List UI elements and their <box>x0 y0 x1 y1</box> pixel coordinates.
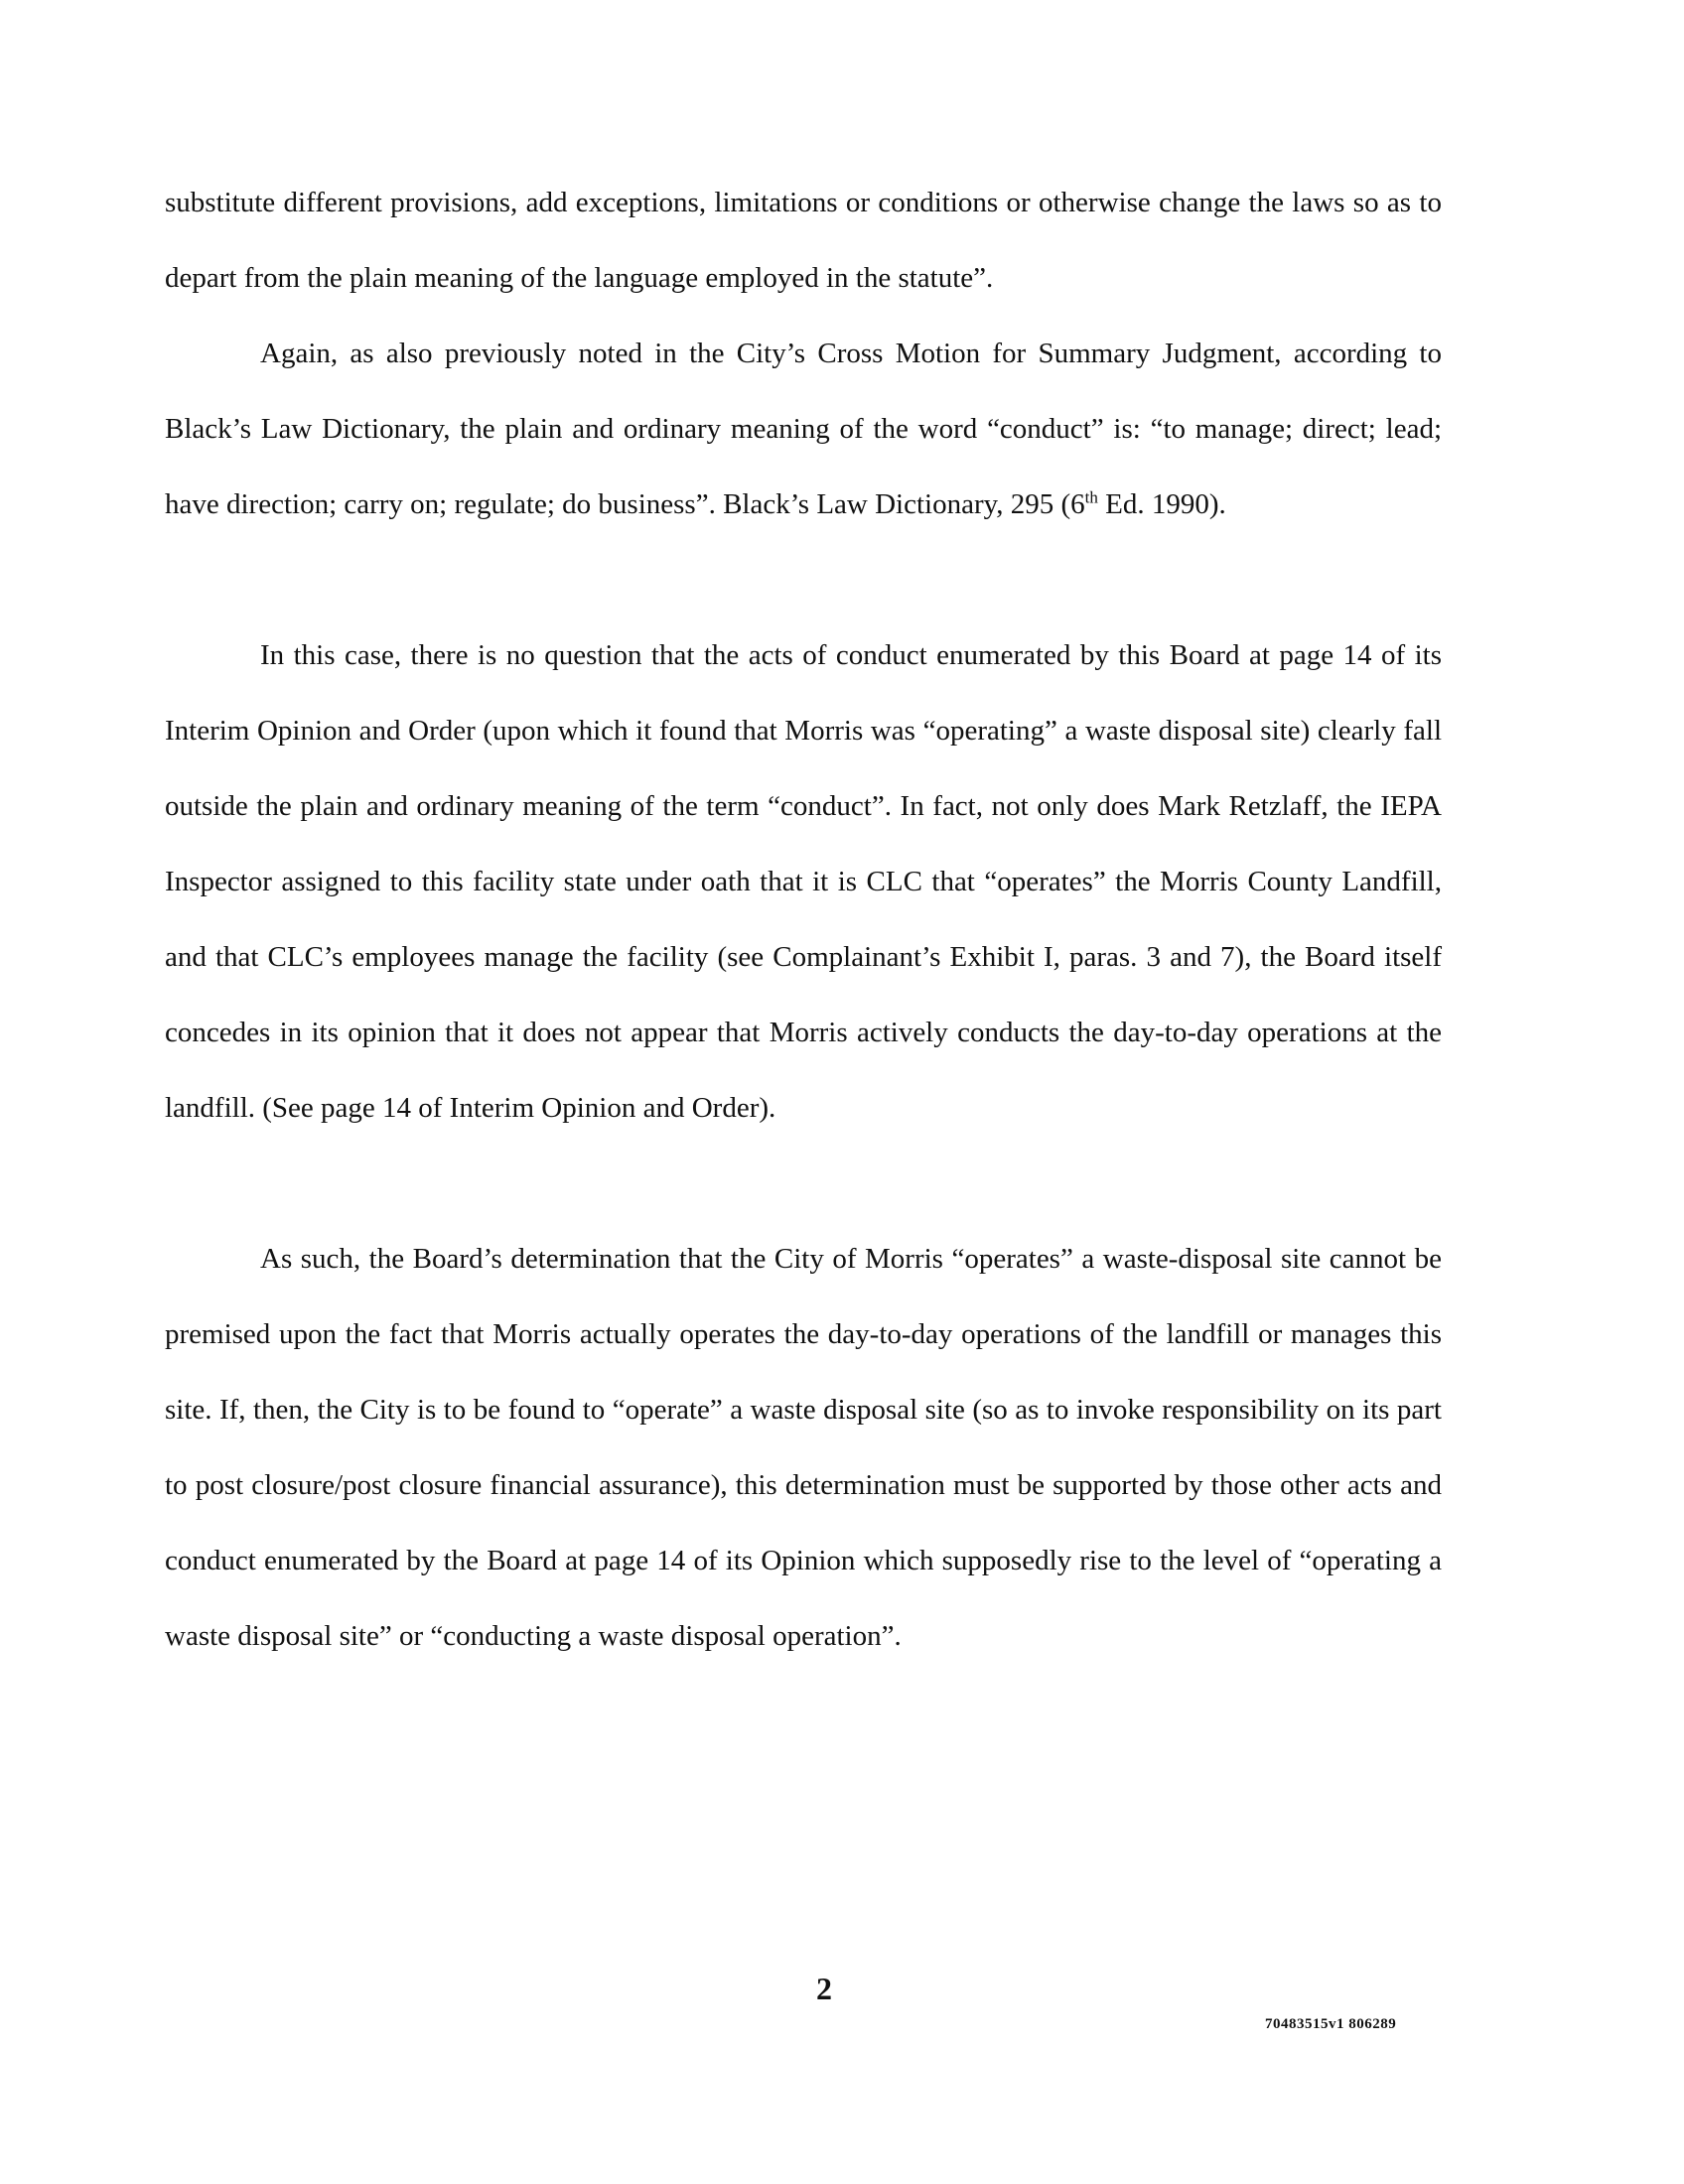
paragraph-4: As such, the Board’s determination that the City of Morris “operates” a waste-disposal site cannot be premised upon the fact that Morris actually operates the day-to-day operations of the landfill or manages this site. If, then, the City is to be found to “operate” a waste disposal site (so as to invoke responsibility on its part to post closure/post closure financial assurance), this determination must be supported by those other acts and conduct enumerated by the Board at page 14 of its Opinion which supposedly rise to the level of “operating a waste disposal site” or “conducting a waste disposal operation”. <box>165 1243 1442 1652</box>
paragraph-2-tail: Ed. 1990). <box>1097 488 1226 520</box>
edition-ordinal-superscript: th <box>1084 487 1098 507</box>
body-text <box>165 165 1442 316</box>
body-text-2 <box>165 316 1442 542</box>
body-text-4 <box>165 1221 1442 1674</box>
paragraph-3: In this case, there is no question that the acts of conduct enumerated by this Board at page 14 of its Interim Opinion and Order (upon which it found that Morris was “operating” a waste disposal site) clearly fall outside the plain and ordinary meaning of the term “conduct”. In fact, not only does Mark Retzlaff, the IEPA Inspector assigned to this facility state under oath that it is CLC that “operates” the Morris County Landfill, and that CLC’s employees manage the facility (see Complainant’s Exhibit I, paras. 3 and 7), the Board itself concedes in its opinion that it does not appear that Morris actively conducts the day-to-day operations at the landfill. (See page 14 of Interim Opinion and Order). <box>165 639 1442 1124</box>
paragraph-2 <box>165 316 1442 542</box>
page-number: 2 <box>816 1971 832 2006</box>
paragraph-2-text: Again, as also previously noted in the City’s Cross Motion for Summary Judgment, according to Black’s Law Dictionary, the plain and ordinary meaning of the word “conduct” is: “to manage; direct; lead; have direction; carry on; regulate; do business”. Black’s Law Dictionary, 295 (6 <box>165 338 1442 520</box>
document-id: 70483515v1 806289 <box>1265 2016 1397 2032</box>
paragraph-1-continued: substitute different provisions, add exceptions, limitations or conditions or otherwise change the laws so as to depart from the plain meaning of the language employed in the statute”. <box>165 187 1442 294</box>
body-text-3 <box>165 617 1442 1146</box>
